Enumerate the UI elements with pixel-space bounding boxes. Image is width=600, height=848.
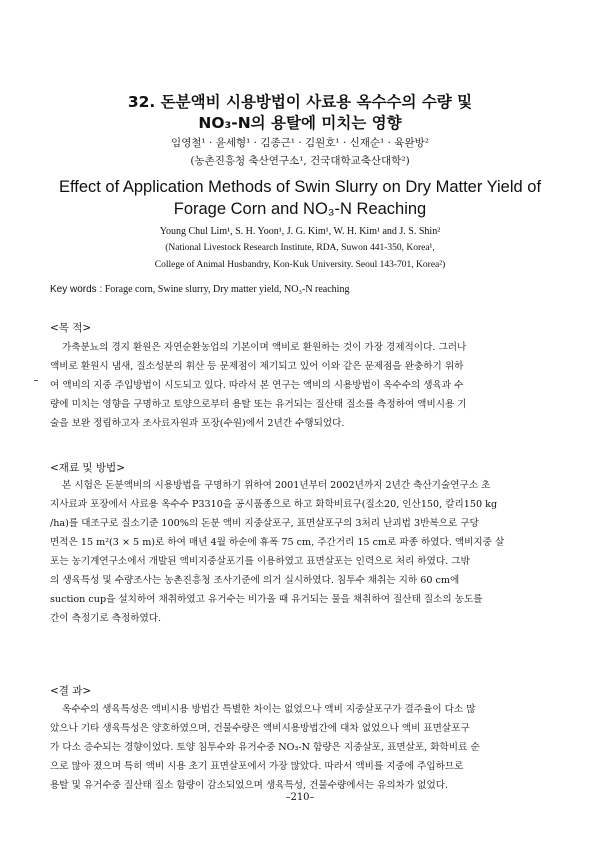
paragraph-line: 량에 미치는 영향을 구명하고 토양으로부터 용탈 또는 유거되는 질산태 질소를 측정하여 액비시용 기 bbox=[50, 399, 467, 410]
paragraph-line: 액비로 환원시 냄새, 질소성분의 휘산 등 문제점이 제기되고 있어 이와 같은 문제점을 완충하기 위하 bbox=[50, 361, 464, 372]
authors-english: Young Chul Lim¹, S. H. Yoon¹, J. G. Kim¹, W. H. Kim¹ and J. S. Shin² bbox=[159, 226, 441, 237]
margin-mark bbox=[34, 380, 38, 381]
section-body-objective bbox=[50, 338, 555, 433]
paragraph-line: 가 다소 증수되는 경향이었다. 토양 침투수와 유거수중 NO₃-N 함량은 지중살포, 표면살포, 화학비료 순 bbox=[50, 742, 480, 753]
paragraph-line: 의 생육특성 및 수량조사는 농촌진흥청 조사기준에 의거 실시하였다. 침투수 채취는 지하 60 cm에 bbox=[50, 575, 460, 586]
paragraph-line: 본 시험은 돈분액비의 시용방법을 구명하기 위하여 2001년부터 2002년까지 2년간 축산기술연구소 초 bbox=[62, 480, 491, 491]
paragraph-line: 포는 농기계연구소에서 개발된 액비지중살포기를 이용하였고 표면살포는 인력으로 처리 하였다. 그밖 bbox=[50, 556, 470, 567]
paragraph-line: /ha)를 대조구로 질소기준 100%의 돈분 액비 지중살포구, 표면살포구의 3처리 난괴법 3반복으로 구당 bbox=[50, 518, 479, 529]
paragraph-line: 여 액비의 지중 주입방법이 시도되고 있다. 따라서 본 연구는 액비의 시용방법이 옥수수의 생육과 수 bbox=[50, 380, 464, 391]
keywords-label: Key words : bbox=[50, 284, 103, 295]
affiliation-english-line-2: College of Animal Husbandry, Kon-Kuk University. Seoul 143-701, Korea²) bbox=[154, 260, 446, 270]
paragraph-line: 옥수수의 생육특성은 액비시용 방법간 특별한 차이는 없었으나 액비 지중살포구가 결주율이 다소 많 bbox=[62, 704, 476, 715]
paragraph-line: suction cup을 설치하여 채취하였고 유거수는 비가올 때 유거되는 물을 채취하여 질산태 질소의 농도를 bbox=[50, 594, 483, 605]
paragraph-line: 았으나 기타 생육특성은 양호하였으며, 건물수량은 액비시용방법간에 대차 없었으나 액비 표면살포구 bbox=[50, 723, 470, 734]
authors-korean: 임영철¹ · 윤세형¹ · 김종근¹ · 김원호¹ · 신재순¹ · 육완방² bbox=[171, 137, 429, 149]
paragraph-line: 면적은 15 m²(3 × 5 m)로 하여 매년 4월 하순에 휴폭 75 cm, 주간거리 15 cm로 파종 하였다. 액비지중 살 bbox=[50, 537, 505, 548]
keywords bbox=[50, 284, 349, 295]
paragraph-line: 술을 보완 정립하고자 조사료자원과 포장(수원)에서 2년간 수행되었다. bbox=[50, 418, 345, 429]
paragraph-line: 간이 측정기로 측정하였다. bbox=[50, 613, 162, 624]
page-number: –210– bbox=[285, 792, 315, 803]
title-english-line-1: Effect of Application Methods of Swin Slurry on Dry Matter Yield of bbox=[58, 178, 542, 196]
paragraph-line: 으로 많아 졌으며 특히 액비 시용 초기 표면살포에서 가장 많았다. 따라서 액비를 지중에 주입하므로 bbox=[50, 761, 464, 772]
title-english-line-2: Forage Corn and NO₃-N Reaching bbox=[173, 200, 427, 218]
keywords-text: Forage corn, Swine slurry, Dry matter yield, NO₃-N reaching bbox=[104, 284, 350, 295]
section-body-methods bbox=[50, 476, 555, 628]
section-heading-objective: <목 적> bbox=[50, 322, 92, 334]
affiliation-english-line-1: (National Livestock Research Institute, RDA, Suwon 441-350, Korea¹, bbox=[165, 243, 435, 253]
section-heading-methods: <재료 및 방법> bbox=[50, 462, 125, 474]
title-korean-line-2: NO₃-N의 용탈에 미치는 영향 bbox=[198, 114, 402, 132]
title-korean-line-1: 32. 돈분액비 시용방법이 사료용 옥수수의 수량 및 bbox=[127, 93, 473, 111]
paragraph-line: 용탈 및 유거수중 질산태 질소 함량이 감소되었으며 생육특성, 건물수량에서는 유의차가 없었다. bbox=[50, 780, 449, 791]
paragraph-line: 지사료과 포장에서 사료용 옥수수 P3310을 공시품종으로 하고 화학비료구(질소20, 인산150, 칼리150 kg bbox=[50, 499, 498, 510]
affiliation-korean: (농촌진흥청 축산연구소¹, 건국대학교축산대학²) bbox=[190, 155, 410, 167]
section-body-results bbox=[50, 700, 555, 795]
section-heading-results: <결 과> bbox=[50, 685, 92, 697]
paragraph-line: 가축분뇨의 경지 환원은 자연순환농업의 기본이며 액비로 환원하는 것이 가장 경제적이다. 그러나 bbox=[62, 342, 467, 353]
